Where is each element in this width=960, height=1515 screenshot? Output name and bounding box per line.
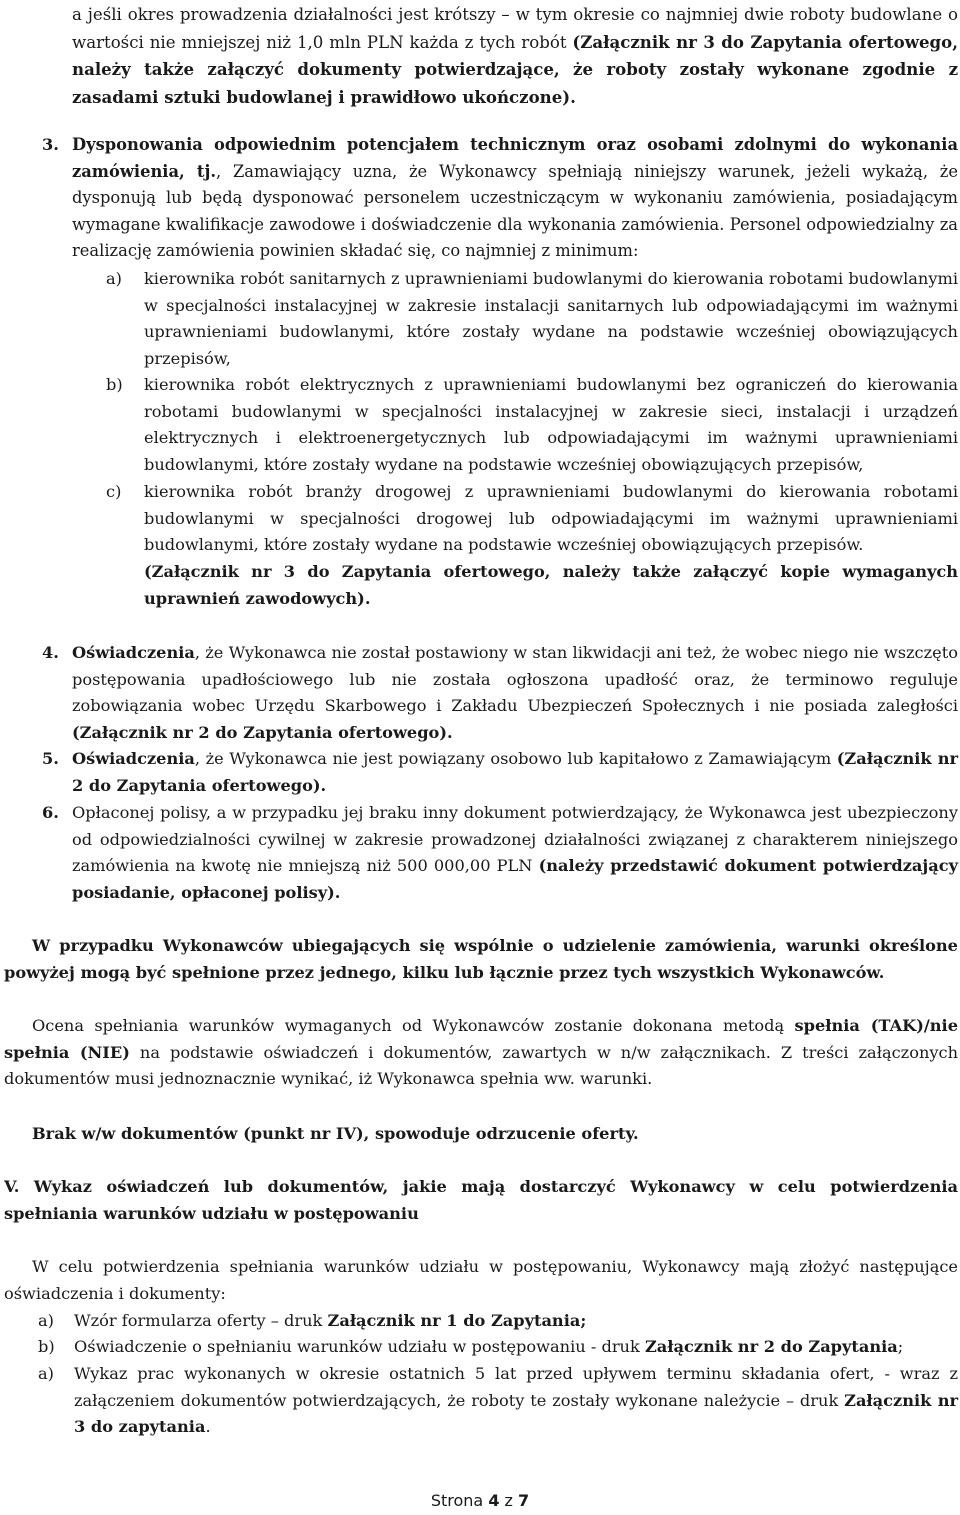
item-6: 6. Opłaconej polisy, a w przypadku jej braku inny dokument potwierdzający, że Wykonawca jest ubezpieczony od odpowiedzialności cywilnej w zakresie prowadzonej działalności związanej z charakterem niniejszego zamówienia na kwotę nie mniejszą niż 500 000,00 PLN (należy przedstawić dokument potwierdzający posiadanie, opłaconej polisy). [42,803,959,902]
sub-a-label: a) [106,269,122,288]
item-3-sub-c [106,479,958,559]
item-4-number: 4. [42,643,59,662]
section-v-heading: V. Wykaz oświadczeń lub dokumentów, jakie mają dostarczyć Wykonawcy w celu potwierdzenia spełniania warunków udziału w postępowaniu [4,1177,958,1223]
section-v-item-1: a) Wzór formularza oferty – druk Załącznik nr 1 do Zapytania; [38,1311,587,1330]
item-5-number: 5. [42,749,59,768]
item-4: 4. Oświadczenia, że Wykonawca nie został postawiony w stan likwidacji ani też, że wobec niego nie wszczęto postępowania upadłościowego lub nie została ogłoszona upadłość oraz, że terminowo reguluje zobowiązania wobec Urzędu Skarbowego i Zakładu Ubezpieczeń Społecznych i nie posiada zaległości (Załącznik nr 2 do Zapytania ofertowego). [42,643,958,742]
sub-c-text: kierownika robót branży drogowej z uprawnieniami budowlanymi do kierowania robotami budowlanymi w specjalności drogowej lub odpowiadającymi im ważnymi uprawnieniami budowlanymi, które zostały wydane na podstawie wcześniej obowiązujących przepisów. [144,482,958,555]
item-3-heading: Dysponowania odpowiednim potencjałem technicznym oraz osobami zdolnymi do wykonania zamówienia, tj. [72,135,958,181]
section-v-item-2: b) Oświadczenie o spełnianiu warunków udziału w postępowaniu - druk Załącznik nr 2 do Zapytania; [38,1337,904,1356]
item-3-bold-note: (Załącznik nr 3 do Zapytania ofertowego, należy także załączyć kopie wymaganych uprawnień zawodowych). [144,562,958,608]
item-3 [42,132,958,265]
item-3-sub-b [106,372,958,478]
page-footer: Strona 4 z 7 [430,1491,530,1510]
sub-b-label: b) [106,375,123,394]
page-total: 7 [518,1491,530,1510]
intro-text: a jeśli okres prowadzenia działalności jest krótszy – w tym okresie co najmniej dwie roboty budowlane o wartości nie mniejszej niż 1,0 mln PLN każda z tych robót [72,5,958,52]
consortium-paragraph: W przypadku Wykonawców ubiegających się wspólnie o udzielenie zamówienia, warunki określone powyżej mogą być spełnione przez jednego, kilku lub łącznie przez tych wszystkich Wykonawców. [4,936,958,982]
assessment-paragraph: Ocena spełniania warunków wymaganych od Wykonawców zostanie dokonana metodą spełnia (TAK)/nie spełnia (NIE) na podstawie oświadczeń i dokumentów, zawartych w n/w załącznikach. Z treści załączonych dokumentów musi jednoznacznie wynikać, iż Wykonawca spełnia ww. warunki. [4,1016,959,1089]
item-5: 5. Oświadczenia, że Wykonawca nie jest powiązany osobowo lub kapitałowo z Zamawiającym (Załącznik nr 2 do Zapytania ofertowego). [42,749,958,795]
item-3-number: 3. [42,135,59,154]
item-6-number: 6. [42,803,59,822]
missing-documents-note: Brak w/w dokumentów (punkt nr IV), spowoduje odrzucenie oferty. [32,1124,639,1143]
intro-bold-note: (Załącznik nr 3 do Zapytania ofertowego, należy także załączyć dokumenty potwierdzające, że roboty zostały wykonane zgodnie z zasadami sztuki budowlanej i prawidłowo ukończone). [72,31,958,107]
item-3-sub-a [106,266,958,372]
sub-a-text: kierownika robót sanitarnych z uprawnieniami budowlanymi do kierowania robotami budowlanymi w specjalności instalacyjnej w zakresie instalacji sanitarnych lub odpowiadającymi im ważnymi uprawnieniami budowlanymi, które zostały wydane na podstawie wcześniej obowiązujących przepisów, [144,269,958,368]
intro-paragraph [72,2,958,111]
page-number: 4 [488,1491,500,1510]
sub-c-label: c) [106,482,122,501]
section-v-intro: W celu potwierdzenia spełniania warunków udziału w postępowaniu, Wykonawcy mają złożyć następujące oświadczenia i dokumenty: [4,1257,958,1303]
section-v-item-3: a) Wykaz prac wykonanych w okresie ostatnich 5 lat przed upływem terminu składania ofert, - wraz z załączeniem dokumentów potwierdzających, że roboty te zostały wykonane należycie – druk Załącznik nr 3 do zapytania. [38,1364,958,1437]
sub-b-text: kierownika robót elektrycznych z uprawnieniami budowlanymi bez ograniczeń do kierowania robotami budowlanymi w specjalności instalacyjnej w zakresie sieci, instalacji i urządzeń elektrycznych i elektroenergetycznych lub odpowiadającymi im ważnymi uprawnieniami budowlanymi, które zostały wydane na podstawie wcześniej obowiązujących przepisów, [144,375,958,474]
item-3-text: , Zamawiający uzna, że Wykonawcy spełniają niniejszy warunek, jeżeli wykażą, że dysponują lub będą dysponować personelem uczestniczącym w wykonaniu zamówienia, posiadającym wymagane kwalifikacje zawodowe i doświadczenie dla wykonania zamówienia. Personel odpowiedzialny za realizację zamówienia powinien składać się, co najmniej z minimum: [72,161,958,261]
